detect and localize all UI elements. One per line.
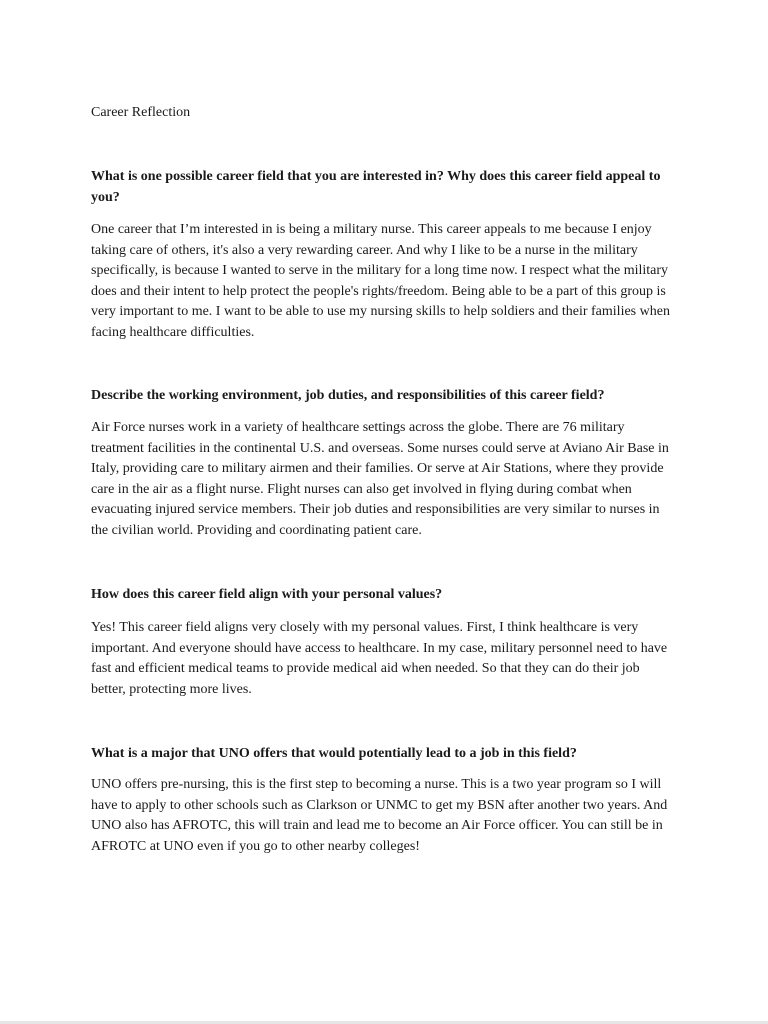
answer-personal-values: Yes! This career field aligns very closely with my personal values. First, I think healthcare is very important. And everyone should have access to healthcare. In my case, military personnel need to have fast and efficient medical teams to provide medical aid when needed. So that they can do their job better, protecting more lives. [91,620,668,697]
answer-career-interest: One career that I’m interested in is being a military nurse. This career appeals to me because I enjoy taking care of others, it's also a very rewarding career. And why I like to be a nurse in the military specifically, is because I wanted to serve in the military for a long time now. I respect what the military does and their intent to help protect the people's rights/freedom. Being able to be a part of this group is very important to me. I want to be able to use my nursing skills to help soldiers and their families when facing healthcare difficulties. [91,222,670,340]
question-uno-major: What is a major that UNO offers that would potentially lead to a job in this field? [91,746,577,761]
question-working-environment: Describe the working environment, job duties, and responsibilities of this career field? [91,388,605,403]
answer-uno-major: UNO offers pre-nursing, this is the first step to becoming a nurse. This is a two year program so I will have to apply to other schools such as Clarkson or UNMC to get my BSN after another two years. And UNO also has AFROTC, this will train and lead me to become an Air Force officer. You can still be in AFROTC at UNO even if you go to other nearby colleges! [91,777,668,854]
question-career-interest: What is one possible career field that you are interested in? Why does this career field appeal to you? [91,169,661,205]
document-title: Career Reflection [91,105,191,120]
question-personal-values: How does this career field align with your personal values? [91,587,443,602]
answer-working-environment: Air Force nurses work in a variety of healthcare settings across the globe. There are 76 military treatment facilities in the continental U.S. and overseas. Some nurses could serve at Aviano Air Base in Italy, providing care to military airmen and their families. Or serve at Air Stations, where they provide care in the air as a flight nurse. Flight nurses can also get involved in flying during combat when evacuating injured service members. Their job duties and responsibilities are very similar to nurses in the civilian world. Providing and coordinating patient care. [91,420,669,538]
